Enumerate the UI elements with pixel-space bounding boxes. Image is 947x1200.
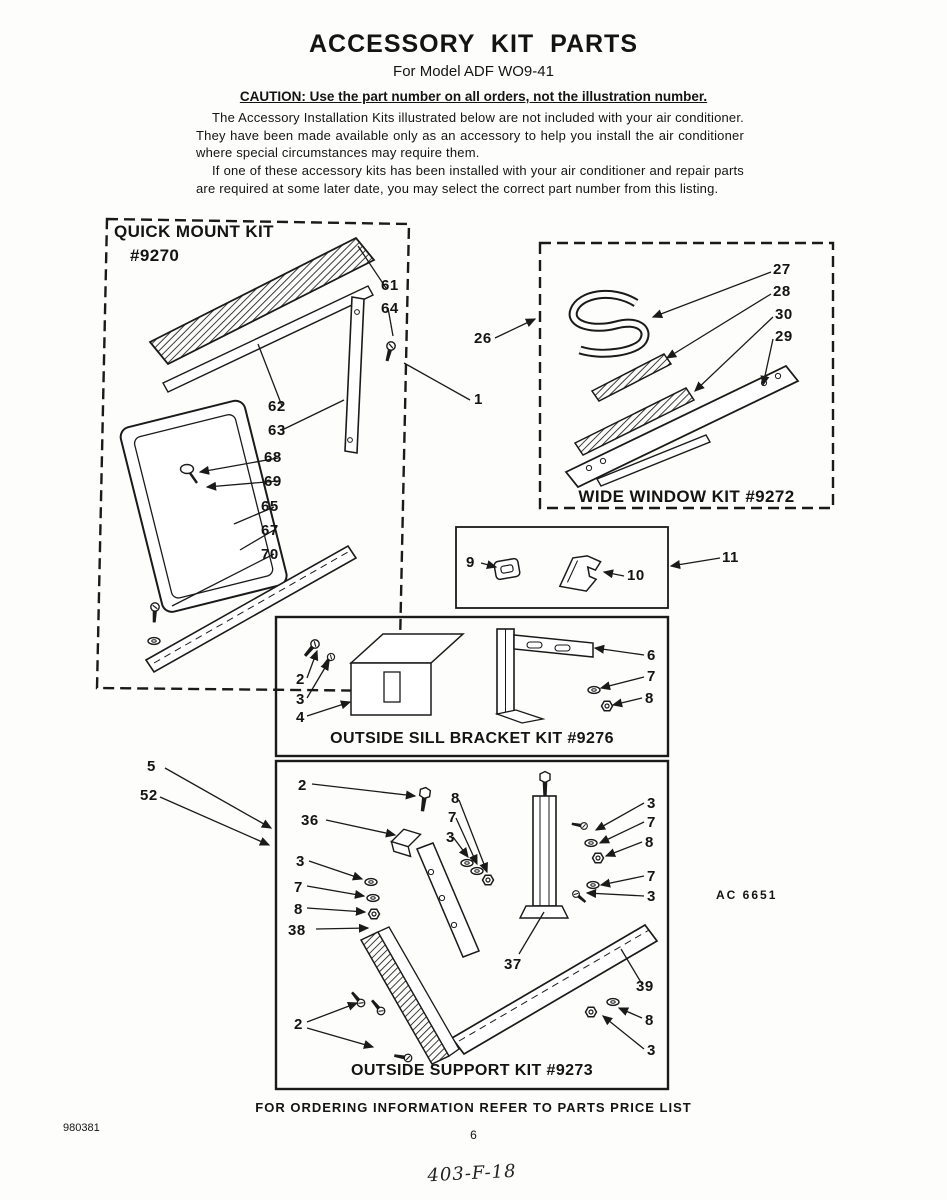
part-callout: 2	[298, 777, 307, 794]
side-channel	[345, 297, 364, 453]
part-callout: 52	[140, 787, 158, 804]
part-callout: 3	[647, 888, 656, 905]
part-callout: 7	[448, 809, 457, 826]
nut-icon	[586, 1007, 597, 1017]
washer-icon	[461, 860, 473, 867]
washer-icon	[367, 895, 379, 902]
sill-bracket-kit-art	[302, 629, 612, 723]
screw-icon	[349, 990, 366, 1008]
part-callout: 5	[147, 758, 156, 775]
part-callout: 11	[722, 549, 739, 566]
washer-icon	[585, 840, 597, 847]
clip-kit-art	[494, 553, 602, 593]
part-callout: 36	[301, 812, 319, 829]
part-callout: 26	[474, 330, 492, 347]
screw-icon	[150, 603, 159, 623]
screw-icon	[572, 821, 588, 830]
part-callout: 3	[647, 1042, 656, 1059]
part-callout: 62	[268, 398, 286, 415]
washer-icon	[587, 882, 599, 889]
lock-clip	[494, 558, 521, 580]
support-kit-title: OUTSIDE SUPPORT KIT #9273	[350, 1062, 594, 1079]
part-callout: 3	[446, 829, 455, 846]
part-callout: 70	[261, 546, 279, 563]
support-leg	[361, 932, 449, 1064]
washer-icon	[365, 879, 377, 886]
sill-plate	[351, 663, 431, 715]
part-callout: 37	[504, 956, 522, 973]
screw-icon	[302, 638, 321, 658]
part-callout: 1	[474, 391, 483, 408]
quick-mount-kit-number: #9270	[130, 246, 180, 265]
wide-window-kit-art	[566, 294, 798, 487]
document-number: 980381	[63, 1122, 100, 1134]
part-callout: 7	[294, 879, 303, 896]
screw-icon	[383, 341, 396, 362]
nut-icon	[602, 701, 613, 711]
page-title: ACCESSORY KIT PARTS	[308, 30, 639, 58]
part-callout: 2	[296, 671, 305, 688]
washer-icon	[148, 638, 160, 645]
screw-icon	[320, 652, 336, 669]
part-callout: 29	[775, 328, 793, 345]
quick-mount-kit-art	[119, 238, 397, 672]
part-callout: 8	[645, 1012, 654, 1029]
screw-icon	[571, 889, 587, 904]
part-callout: 63	[268, 422, 286, 439]
part-callout: 3	[296, 691, 305, 708]
washer-icon	[588, 687, 600, 694]
part-callout: 3	[647, 795, 656, 812]
part-callout: 4	[296, 709, 305, 726]
support-channel	[533, 796, 556, 906]
seal-strip	[592, 354, 671, 401]
part-callout: 8	[645, 690, 654, 707]
part-callout: 10	[627, 567, 645, 584]
part-callout: 7	[647, 814, 656, 831]
diagram-ref-code: AC 6651	[716, 888, 778, 902]
part-callout: 9	[466, 554, 475, 571]
page-number: 6	[470, 1128, 477, 1142]
handwritten-code: 403-F-18	[426, 1160, 518, 1187]
part-callout: 8	[294, 901, 303, 918]
part-callout: 27	[773, 261, 791, 278]
ordering-note: FOR ORDERING INFORMATION REFER TO PARTS PRICE LIST	[255, 1100, 692, 1115]
support-kit-art	[349, 772, 657, 1065]
angle-clip	[560, 553, 602, 593]
sill-bracket-kit-title: OUTSIDE SILL BRACKET KIT #9276	[330, 730, 614, 747]
nut-icon	[483, 875, 494, 885]
nut-icon	[369, 909, 380, 919]
intro-paragraph-2: If one of these accessory kits has been installed with your air conditioner and repair parts are required at some later date, you may select the correct part number from this listing.	[196, 163, 744, 196]
screw-icon	[369, 998, 386, 1016]
sill-plate-flap	[351, 634, 463, 663]
part-callout: 38	[288, 922, 306, 939]
part-callout: 28	[773, 283, 791, 300]
part-callout: 3	[296, 853, 305, 870]
part-callout: 64	[381, 300, 399, 317]
wide-window-kit-title: WIDE WINDOW KIT #9272	[578, 487, 795, 506]
part-callout: 6	[647, 647, 656, 664]
quick-mount-kit-title: QUICK MOUNT KIT	[114, 222, 274, 241]
part-callout: 69	[264, 473, 282, 490]
caution-note: CAUTION: Use the part number on all orders, not the illustration number.	[239, 89, 708, 104]
part-callout: 8	[645, 834, 654, 851]
part-callout: 8	[451, 790, 460, 807]
part-callout: 7	[647, 668, 656, 685]
washer-icon	[607, 999, 619, 1006]
part-callout: 65	[261, 498, 279, 515]
nut-icon	[593, 853, 604, 863]
bracket-arm	[514, 635, 593, 657]
part-callout: 68	[264, 449, 282, 466]
part-callout: 61	[381, 277, 399, 294]
part-callout: 7	[647, 868, 656, 885]
part-callout: 30	[775, 306, 793, 323]
part-callout: 67	[261, 522, 279, 539]
model-subtitle: For Model ADF WO9-41	[393, 63, 554, 80]
intro-paragraph-1: The Accessory Installation Kits illustrated below are not included with your air conditioner. They have been made available only as an accessory to help you install the air conditioner where special circumstances may require them.	[196, 110, 744, 160]
part-callout: 39	[636, 978, 654, 995]
bolt-icon	[540, 772, 550, 796]
washer-icon	[471, 868, 483, 875]
thumbscrew-icon	[181, 465, 194, 474]
part-callout: 2	[294, 1016, 303, 1033]
screw-icon	[394, 1052, 412, 1062]
bolt-icon	[418, 787, 431, 812]
